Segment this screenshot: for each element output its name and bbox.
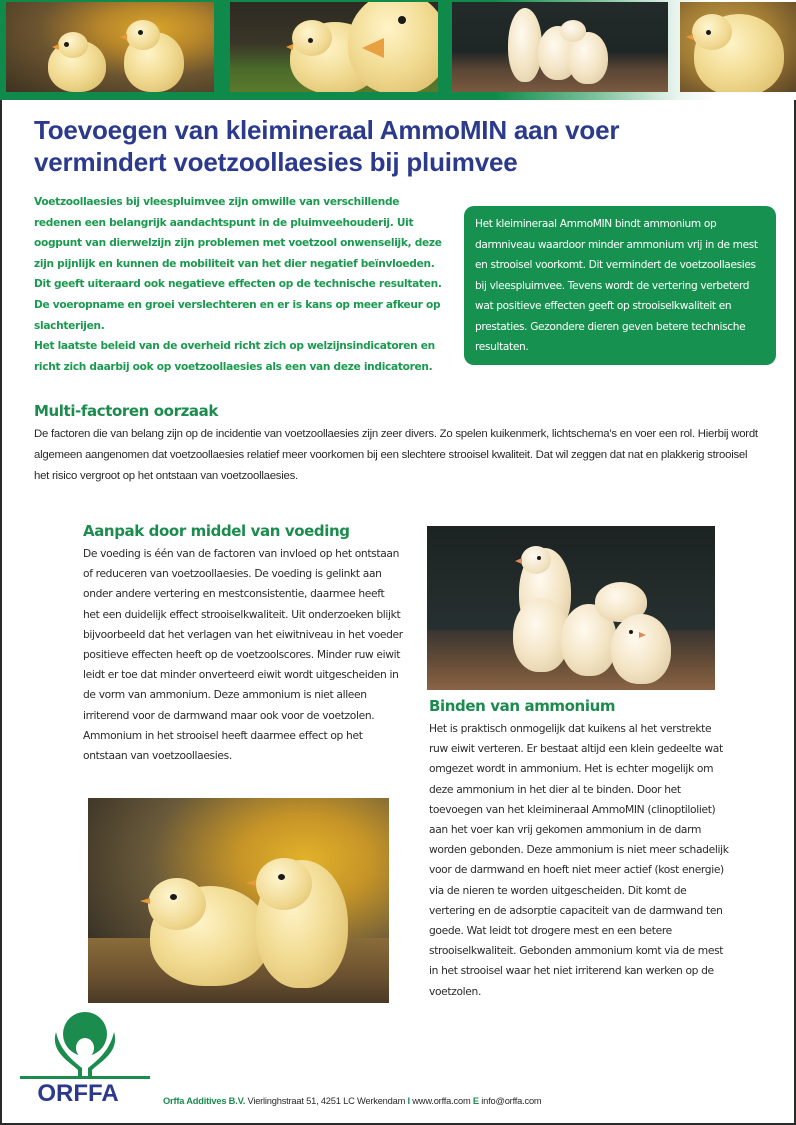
footer-address: Vierlinghstraat 51, 4251 LC Werkendam [245, 1096, 408, 1106]
header-photo-3 [452, 2, 668, 92]
intro-paragraph-1: Voetzoollaesies bij vleespluimvee zijn omwille van verschillende redenen een belangrijk aandachtspunt in de pluimveehouderij. Uit oogpunt van dierwelzijn zijn problemen met voetzool onwenselijk, deze zijn pijnlijk en kunnen de mobiliteit van het dier negatief beïnvloeden. Dit geeft uiteraard ook negatieve effecten op de technische resultaten. De voeropname en groei verslechteren en er is kans op meer afkeur op slachterijen. [34, 196, 442, 332]
header-photo-strip [0, 0, 796, 100]
header-photo-2 [230, 2, 438, 92]
page-title [34, 114, 734, 178]
intro-paragraph-2: Het laatste beleid van de overheid richt zich op welzijnsindicatoren en richt zich daarbij ook op voetzoollaesies als een van deze indicatoren. [34, 340, 435, 373]
section-text-multi-factoren: De factoren die van belang zijn op de incidentie van voetzoollaesies zijn zeer divers. Zo spelen kuikenmerk, lichtschema’s en voer een rol. Hierbij wordt algemeen aangenomen dat voetzoollaesies relatief meer voorkomen bij een slechtere strooisel kwaliteit. Dat wil zeggen dat nat en plakkerig strooisel het risico vergroot op het ontstaan van voetzoollaesies. [34, 428, 758, 483]
intro-text [34, 192, 444, 377]
footer-company: Orffa Additives B.V. [163, 1096, 246, 1106]
orffa-figure-icon [20, 1012, 150, 1082]
footer-separator: I [407, 1096, 410, 1106]
header-photo-1 [6, 2, 214, 92]
footer-contact [163, 1096, 541, 1106]
callout-box [464, 206, 776, 365]
section-heading-aanpak: Aanpak door middel van voeding [83, 522, 350, 540]
section-heading-multi-factoren: Multi-factoren oorzaak [34, 402, 218, 420]
chicks-duo-image [88, 798, 389, 1003]
title-line-2: vermindert voetzoollaesies bij pluimvee [34, 147, 518, 177]
footer-website-link[interactable]: www.orffa.com [409, 1096, 473, 1106]
chicks-group-image [427, 526, 715, 690]
title-line-1: Toevoegen van kleimineraal AmmoMIN aan voer [34, 115, 620, 145]
section-text-aanpak: De voeding is één van de factoren van invloed op het ontstaan of reduceren van voetzoollaesies. De voeding is gelinkt aan onder andere vertering en mestconsistentie, daarmee heeft het een duidelijk effect strooiselkwaliteit. Uit onderzoeken blijkt bijvoorbeeld dat het verlagen van het eiwitniveau in het voeder positieve effecten heeft op de voetzoolscores. Minder ruw eiwit leidt er toe dat minder onverteerd eiwit wordt uitgescheiden in de vorm van ammonium. Deze ammonium is niet alleen irriterend voor de darmwand maar ook voor de voetzolen. Ammonium in het strooisel heeft daarmee effect op het ontstaan van voetzoollaesies. [83, 547, 403, 763]
section-text-binden: Het is praktisch onmogelijk dat kuikens al het verstrekte ruw eiwit verteren. Er bestaat altijd een klein gedeelte wat omgezet wordt in ammonium. Het is echter mogelijk om deze ammonium in het dier al te binden. Door het toevoegen van het kleimineraal AmmoMIN (clinoptiloliet) aan het voer kan vrij gekomen ammonium in de darm worden gebonden. Deze ammonium is niet meer schadelijk voor de darmwand en hoeft niet meer actief (kost energie) via de nieren te worden uitgescheiden. Dit komt de vertering en de adsorptie capaciteit van de darmwand ten goede. Wat leidt tot drogere mest en een betere strooiselkwaliteit. Gebonden ammonium komt via de mest in het strooisel waar het niet irriterend kan werken op de voetzolen. [429, 722, 729, 998]
orffa-wordmark: ORFFA [37, 1080, 119, 1107]
callout-text: Het kleimineraal AmmoMIN bindt ammonium op darmniveau waardoor minder ammonium vrij in de mest en strooisel voorkomt. Dit vermindert de voetzoollaesies bij vleespluimvee. Tevens wordt de vertering verbeterd wat positieve effecten geeft op strooiselkwaliteit en prestaties. Gezondere dieren geven betere technische resultaten. [475, 218, 758, 353]
footer-email-link[interactable]: info@orffa.com [478, 1096, 542, 1106]
section-heading-binden: Binden van ammonium [429, 697, 616, 715]
footer-email-label: E [472, 1096, 479, 1106]
header-photo-4 [680, 2, 796, 92]
